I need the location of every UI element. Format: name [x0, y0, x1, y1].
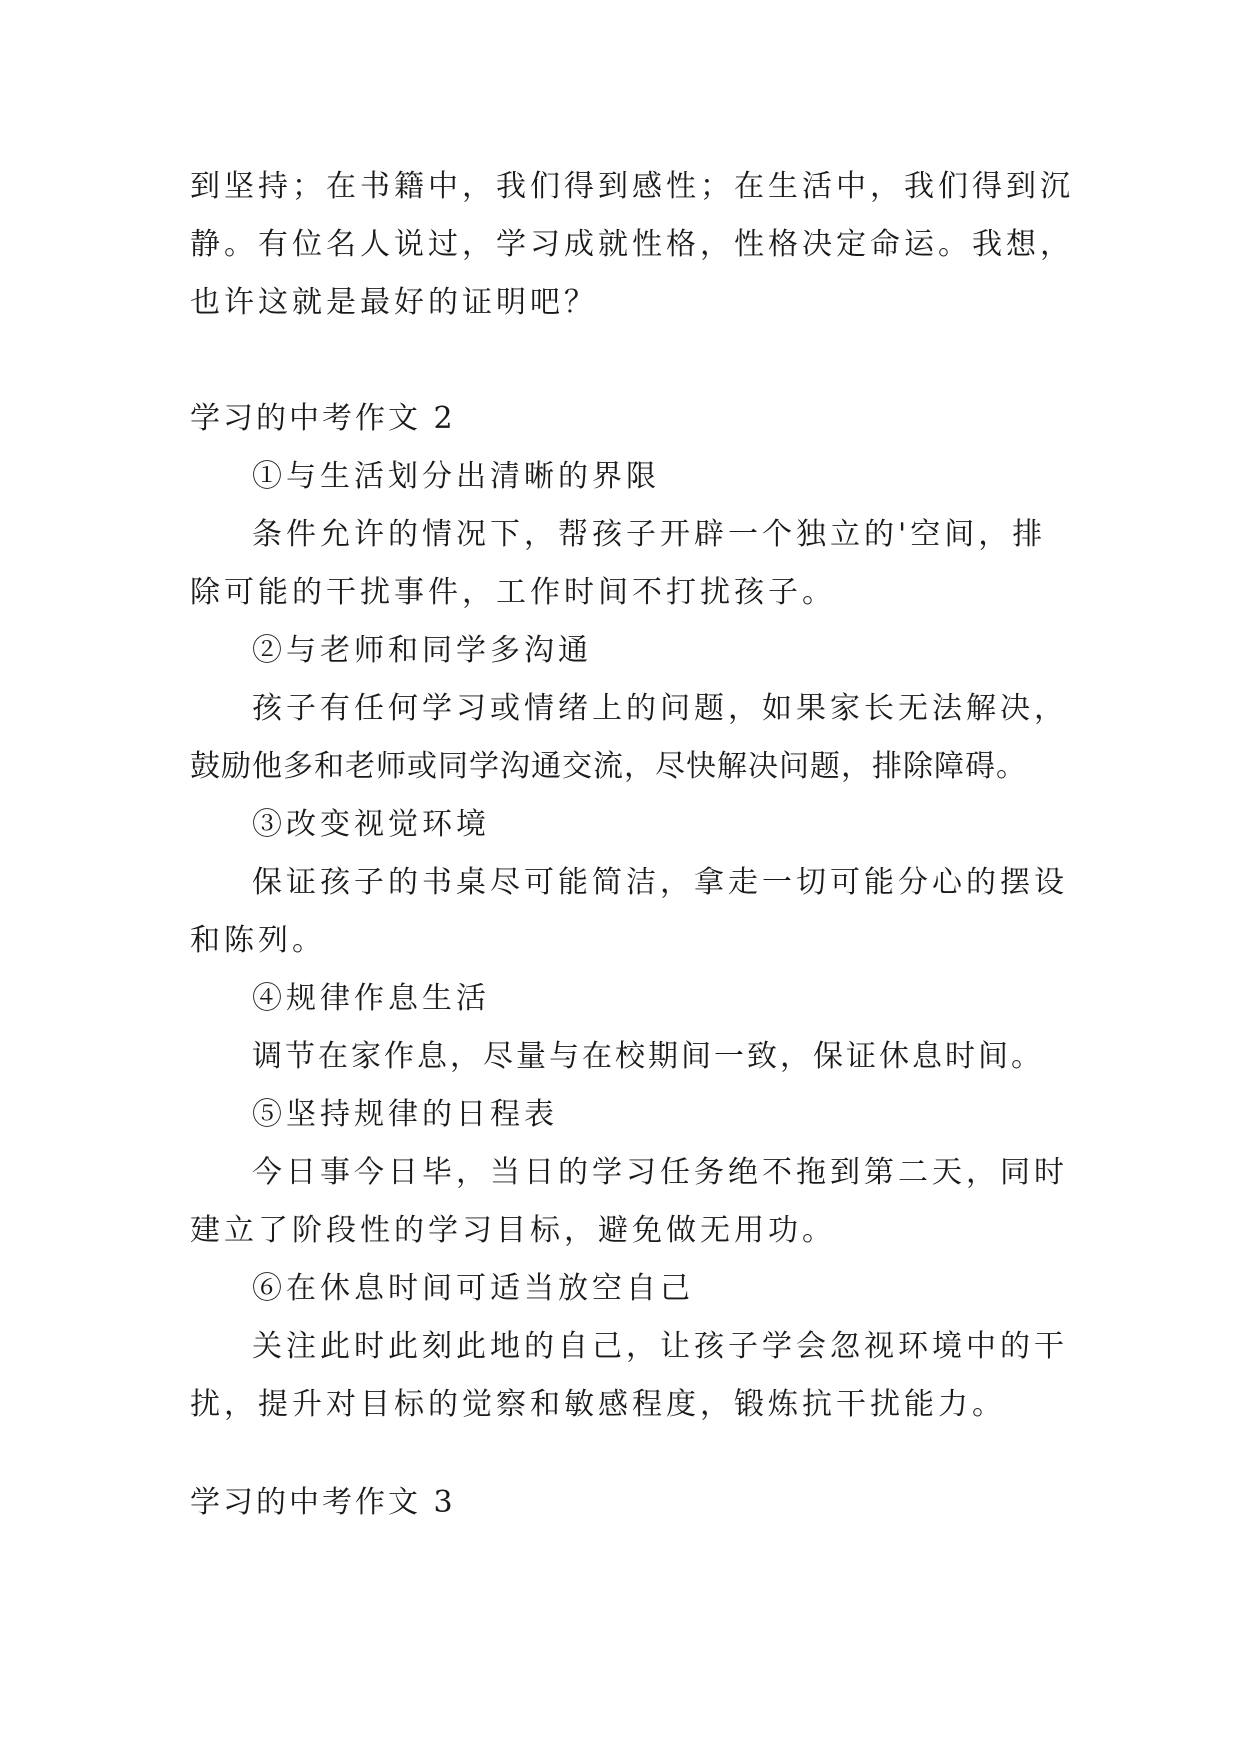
- text-line: 建立了阶段性的学习目标，避免做无用功。: [190, 1213, 836, 1248]
- list-item-heading: ④规律作息生活: [252, 981, 490, 1016]
- list-item-heading: ②与老师和同学多沟通: [252, 633, 592, 668]
- section-title: 学习的中考作文 3: [190, 1485, 456, 1520]
- text-line: 条件允许的情况下，帮孩子开辟一个独立的'空间，排: [252, 517, 1047, 552]
- list-item-heading: ③改变视觉环境: [252, 807, 490, 842]
- text-line: 鼓励他多和老师或同学沟通交流，尽快解决问题，排除障碍。: [190, 749, 1027, 784]
- text-line: 也许这就是最好的证明吧？: [190, 285, 598, 320]
- list-item-heading: ①与生活划分出清晰的界限: [252, 459, 660, 494]
- list-item-heading: ⑥在休息时间可适当放空自己: [252, 1271, 694, 1306]
- section-title: 学习的中考作文 2: [190, 401, 456, 436]
- text-line: 孩子有任何学习或情绪上的问题，如果家长无法解决，: [252, 691, 1068, 726]
- section-body-2: [190, 448, 1070, 1434]
- text-line: 调节在家作息，尽量与在校期间一致，保证休息时间。: [252, 1039, 1044, 1074]
- text-line: 和陈列。: [190, 923, 326, 958]
- paragraph-continuation: [190, 158, 1074, 332]
- text-line: 扰，提升对目标的觉察和敏感程度，锻炼抗干扰能力。: [190, 1387, 1006, 1422]
- section-heading-2: [190, 390, 1070, 448]
- text-line: 除可能的干扰事件，工作时间不打扰孩子。: [190, 575, 836, 610]
- list-item-heading: ⑤坚持规律的日程表: [252, 1097, 558, 1132]
- text-line: 到坚持；在书籍中，我们得到感性；在生活中，我们得到沉: [190, 169, 1074, 204]
- section-heading-3: [190, 1474, 1070, 1532]
- text-line: 保证孩子的书桌尽可能简洁，拿走一切可能分心的摆设: [252, 865, 1068, 900]
- text-line: 静。有位名人说过，学习成就性格，性格决定命运。我想，: [190, 227, 1074, 262]
- text-line: 关注此时此刻此地的自己，让孩子学会忽视环境中的干: [252, 1329, 1068, 1364]
- text-line: 今日事今日毕，当日的学习任务绝不拖到第二天，同时: [252, 1155, 1068, 1190]
